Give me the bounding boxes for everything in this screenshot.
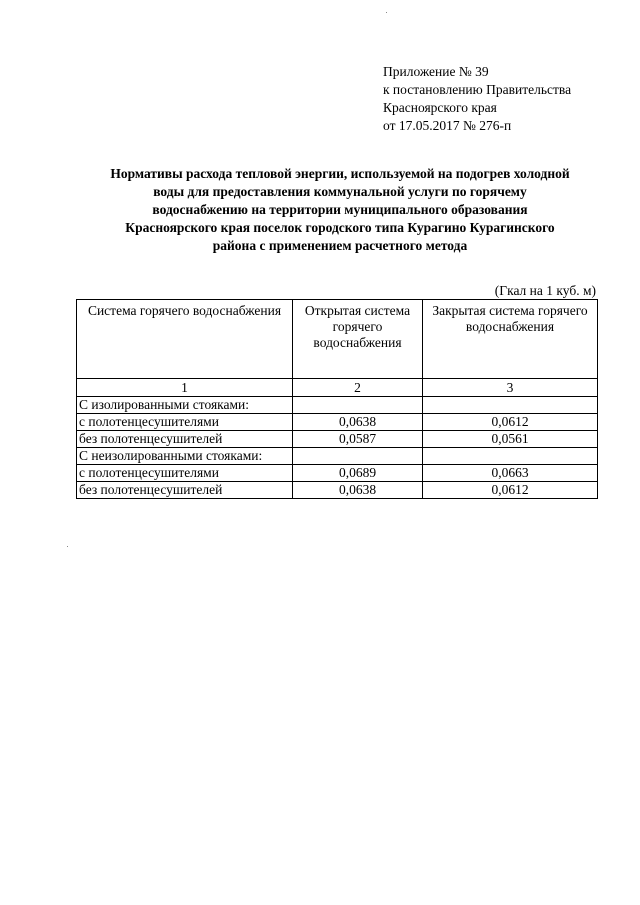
closed-system-value: 0,0612	[423, 482, 598, 499]
column-index: 2	[293, 379, 423, 397]
row-label: с полотенцесушителями	[77, 465, 293, 482]
annex-reference	[383, 63, 571, 135]
open-system-value: 0,0587	[293, 431, 423, 448]
norms-table	[76, 299, 598, 499]
table-row	[77, 465, 598, 482]
column-index: 3	[423, 379, 598, 397]
table-row	[77, 482, 598, 499]
row-label: С неизолированными стояками:	[77, 448, 293, 465]
annex-line: Красноярского края	[383, 100, 497, 115]
title-line: Нормативы расхода тепловой энергии, используемой на подогрев холодной	[110, 166, 570, 181]
scan-speck	[386, 12, 387, 13]
closed-system-value: 0,0612	[423, 414, 598, 431]
row-label: С изолированными стояками:	[77, 397, 293, 414]
open-system-value: 0,0689	[293, 465, 423, 482]
closed-system-value	[423, 397, 598, 414]
open-system-value: 0,0638	[293, 482, 423, 499]
scan-speck	[67, 546, 68, 547]
table-row	[77, 397, 598, 414]
title-line: водоснабжению на территории муниципального образования	[152, 202, 528, 217]
table-row	[77, 414, 598, 431]
column-header: Система горячего водоснабжения	[77, 300, 293, 379]
row-label: без полотенцесушителей	[77, 482, 293, 499]
closed-system-value	[423, 448, 598, 465]
column-header: Закрытая система горячего водоснабжения	[423, 300, 598, 379]
column-index-row	[77, 379, 598, 397]
table-row	[77, 448, 598, 465]
document-title	[60, 165, 620, 255]
annex-line: к постановлению Правительства	[383, 82, 572, 97]
annex-line: от 17.05.2017 № 276-п	[383, 118, 512, 133]
unit-label: (Гкал на 1 куб. м)	[494, 283, 596, 298]
table-row	[77, 431, 598, 448]
closed-system-value: 0,0561	[423, 431, 598, 448]
title-line: района с применением расчетного метода	[212, 238, 468, 253]
row-label: с полотенцесушителями	[77, 414, 293, 431]
table-header-row	[77, 300, 598, 379]
open-system-value	[293, 448, 423, 465]
title-line: Красноярского края поселок городского типа Курагино Курагинского	[125, 220, 555, 235]
annex-line: Приложение № 39	[383, 64, 489, 79]
column-index: 1	[77, 379, 293, 397]
title-line: воды для предоставления коммунальной услуги по горячему	[153, 184, 527, 199]
open-system-value	[293, 397, 423, 414]
row-label: без полотенцесушителей	[77, 431, 293, 448]
open-system-value: 0,0638	[293, 414, 423, 431]
closed-system-value: 0,0663	[423, 465, 598, 482]
column-header: Открытая система горячего водоснабжения	[293, 300, 423, 379]
